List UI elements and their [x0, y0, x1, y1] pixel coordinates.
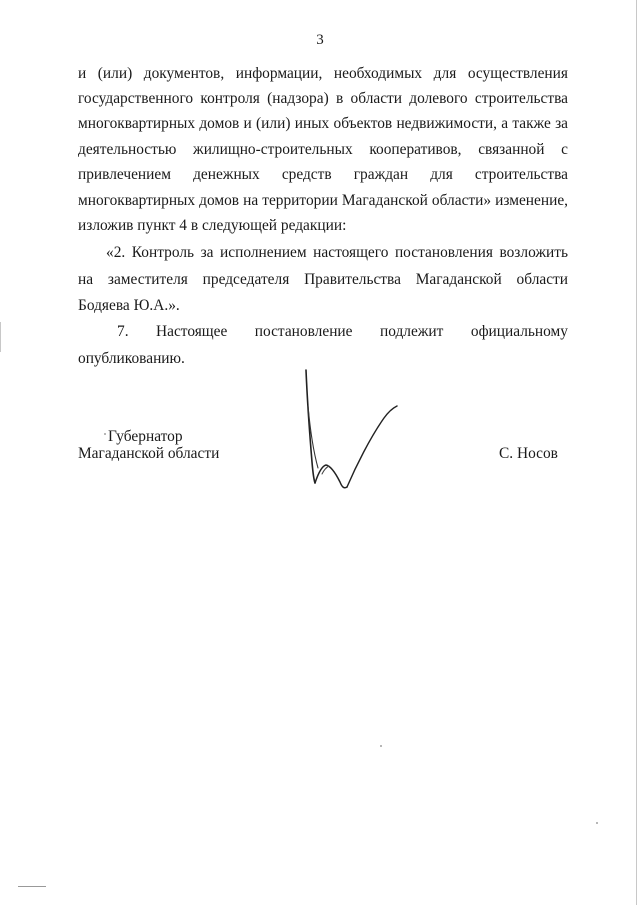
- scan-speck: [104, 433, 106, 435]
- handwritten-signature: [296, 366, 406, 492]
- paragraph-line: многоквартирных домов на территории Магаданской области» изменение,: [78, 192, 568, 209]
- quote-line: «2. Контроль за исполнением настоящего постановления возложить: [106, 244, 568, 261]
- paragraph-line: государственного контроля (надзора) в области долевого строительства: [78, 90, 568, 107]
- quote-line: на заместителя председателя Правительства Магаданской области: [78, 271, 568, 288]
- paragraph-line: изложив пункт 4 в следующей редакции:: [78, 217, 347, 234]
- item-7-line: опубликованию.: [78, 350, 185, 367]
- scan-speck: [380, 745, 382, 747]
- scan-corner-mark: [18, 886, 46, 887]
- paragraph-line: привлечением денежных средств граждан для строительства: [78, 166, 568, 183]
- paragraph-line: многоквартирных домов и (или) иных объектов недвижимости, а также за: [78, 115, 568, 132]
- quote-line: Бодяева Ю.А.».: [78, 297, 180, 314]
- page-number: 3: [316, 32, 324, 48]
- scan-speck: [596, 822, 598, 824]
- scan-edge-line: [636, 0, 637, 905]
- paragraph-line: деятельностью жилищно-строительных кооперативов, связанной с: [78, 141, 568, 158]
- signatory-region: Магаданской области: [78, 445, 220, 462]
- paragraph-line: и (или) документов, информации, необходимых для осуществления: [78, 65, 568, 82]
- scan-edge-mark: [0, 322, 1, 352]
- signatory-name: С. Носов: [499, 445, 558, 462]
- signatory-title: Губернатор: [108, 428, 183, 445]
- item-7-line: 7. Настоящее постановление подлежит официальному: [117, 323, 568, 340]
